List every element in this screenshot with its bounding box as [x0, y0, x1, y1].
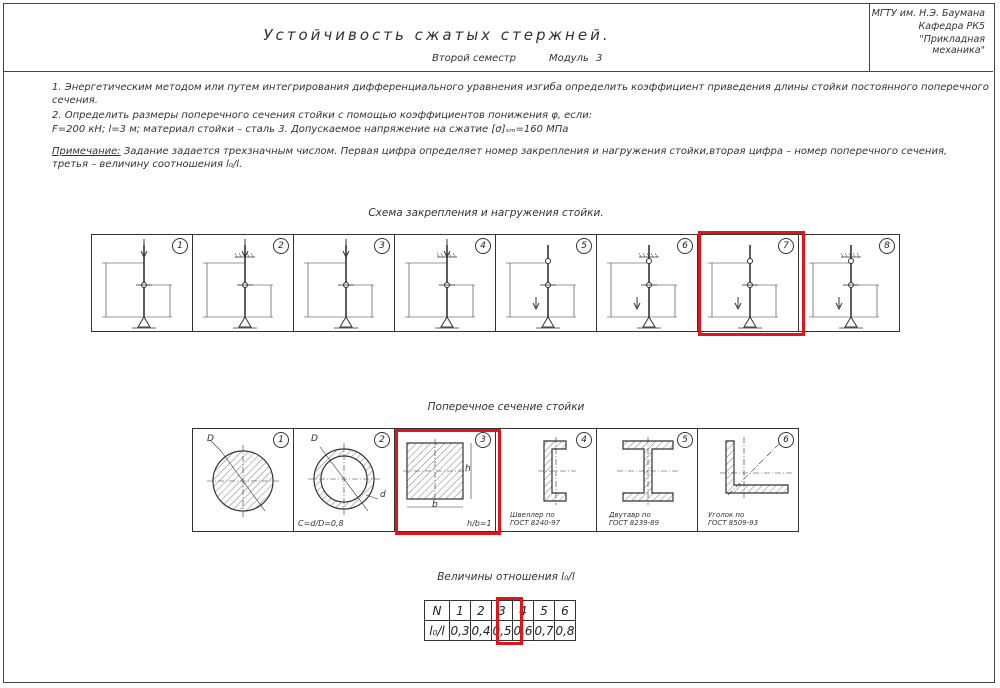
page-title: Устойчивость сжатых стержней.	[263, 26, 611, 44]
scheme-number: 4	[475, 238, 491, 254]
note-line-2: третья – величину соотношения l₀/l.	[52, 159, 243, 170]
ratio-value[interactable]: 0,6	[513, 621, 534, 641]
section-cell-2[interactable]	[293, 428, 395, 532]
ratio-selection-highlight	[496, 597, 523, 645]
ratio-number[interactable]: 2	[471, 601, 492, 621]
ring-ratio-note: C=d/D=0,8	[298, 519, 344, 528]
scheme-cell-5[interactable]	[495, 234, 597, 332]
section-number: 1	[273, 432, 289, 448]
scheme-number: 5	[576, 238, 592, 254]
column-support-scheme-drawing	[496, 235, 598, 333]
module-label: Модуль	[549, 53, 589, 64]
ibeam-standard-note-1: Двутавр по	[609, 511, 651, 519]
ibeam-standard-note-2: ГОСТ 8239-89	[609, 519, 660, 527]
ratio-caption: Величины отношения l₀/l	[437, 571, 575, 583]
channel-standard-note-2: ГОСТ 8240-97	[510, 519, 561, 527]
section-cell-4[interactable]	[495, 428, 597, 532]
width-b-label: b	[432, 500, 438, 510]
section-number: 6	[778, 432, 794, 448]
ratio-value[interactable]: 0,3	[450, 621, 471, 641]
title-block	[4, 4, 870, 72]
angle-standard-note-2: ГОСТ 8509-93	[708, 519, 759, 527]
org-course: "Прикладная механика"	[919, 34, 985, 56]
semester-label: Второй семестр	[432, 53, 516, 64]
task-line-3: F=200 кН; l=3 м; материал стойки – сталь 3. Допускаемое напряжение на сжатие [σ]ₛₘ=160 МПа	[52, 124, 569, 135]
section-number: 3	[475, 432, 491, 448]
ratio-number[interactable]: 1	[450, 601, 471, 621]
section-cell-6[interactable]	[697, 428, 799, 532]
ratio-number[interactable]: 4	[513, 601, 534, 621]
scheme-number: 6	[677, 238, 693, 254]
inner-diameter-label: d	[380, 490, 386, 500]
scheme-cell-3[interactable]	[293, 234, 395, 332]
column-support-scheme-drawing	[799, 235, 901, 333]
column-support-scheme-drawing	[92, 235, 194, 333]
note-line-1	[52, 146, 947, 157]
ratio-number[interactable]: 5	[534, 601, 555, 621]
ratio-value[interactable]: 0,8	[555, 621, 576, 641]
section-number: 5	[677, 432, 693, 448]
section-selection-highlight	[395, 429, 501, 535]
ratio-row-label: l₀/l	[425, 621, 450, 641]
outer-diameter-label: D	[311, 434, 318, 444]
ratio-number[interactable]: 3	[492, 601, 513, 621]
rect-ratio-note: h/b=1	[467, 519, 492, 528]
scheme-number: 2	[273, 238, 289, 254]
module-number: 3	[596, 53, 603, 64]
note-text: Задание задается трехзначным числом. Первая цифра определяет номер закрепления и нагружения стойки,вторая цифра – номер поперечного сечения,	[120, 146, 948, 157]
section-number: 4	[576, 432, 592, 448]
scheme-number: 1	[172, 238, 188, 254]
scheme-cell-6[interactable]	[596, 234, 698, 332]
note-label: Примечание:	[52, 146, 121, 157]
task-line-1b: сечения.	[52, 95, 98, 106]
task-line-1: 1. Энергетическим методом или путем интегрирования дифференциального уравнения изгиба определить коэффициент приведения длины стойки постоянного поперечного	[52, 82, 989, 93]
org-department: Кафедра РК5	[918, 21, 985, 32]
column-support-scheme-drawing	[193, 235, 295, 333]
height-h-label: h	[465, 464, 471, 474]
section-number: 2	[374, 432, 390, 448]
schemes-caption: Схема закрепления и нагружения стойки.	[368, 207, 604, 219]
angle-standard-note-1: Уголок по	[708, 511, 745, 519]
scheme-cell-8[interactable]	[798, 234, 900, 332]
scheme-number: 3	[374, 238, 390, 254]
ratio-value[interactable]: 0,5	[492, 621, 513, 641]
sections-caption: Поперечное сечение стойки	[427, 401, 585, 413]
column-support-scheme-drawing	[395, 235, 497, 333]
scheme-cell-2[interactable]	[192, 234, 294, 332]
ratio-value[interactable]: 0,7	[534, 621, 555, 641]
scheme-cell-1[interactable]	[91, 234, 193, 332]
section-cell-1[interactable]	[192, 428, 294, 532]
ratio-header-label: N	[425, 601, 450, 621]
ratio-value[interactable]: 0,4	[471, 621, 492, 641]
task-line-2: 2. Определить размеры поперечного сечения стойки с помощью коэффициентов понижения φ, если:	[52, 110, 593, 121]
scheme-selection-highlight	[698, 231, 805, 336]
channel-standard-note-1: Швеллер по	[510, 511, 555, 519]
section-cell-5[interactable]	[596, 428, 698, 532]
ring-section-drawing	[294, 429, 396, 533]
ratio-number[interactable]: 6	[555, 601, 576, 621]
scheme-cell-4[interactable]	[394, 234, 496, 332]
scheme-number: 8	[879, 238, 895, 254]
org-university: МГТУ им. Н.Э. Баумана	[871, 8, 985, 19]
column-support-scheme-drawing	[597, 235, 699, 333]
column-support-scheme-drawing	[294, 235, 396, 333]
scheme-number: 7	[778, 238, 794, 254]
solid-circle-section-drawing	[193, 429, 295, 533]
diameter-label: D	[207, 434, 214, 444]
organization-block	[870, 4, 993, 72]
